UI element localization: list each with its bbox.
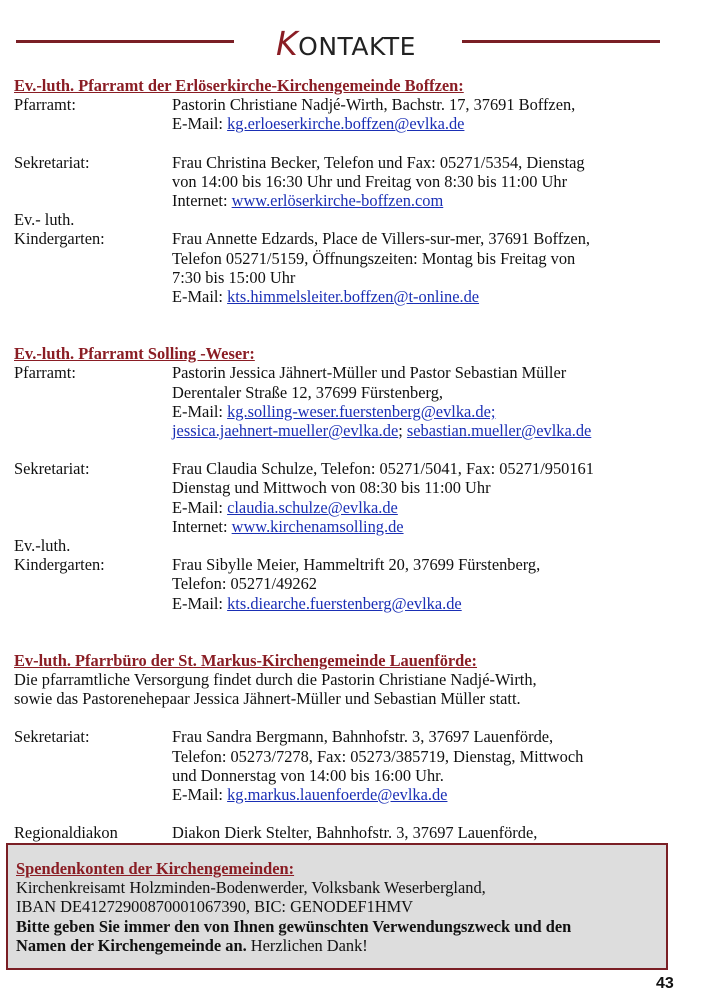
- entry-line: Telefon 05271/5159, Öffnungszeiten: Montag bis Freitag von: [172, 248, 576, 268]
- entry-label-line1: Ev.- luth.: [14, 210, 75, 230]
- entry-label: Pfarramt:: [14, 95, 76, 115]
- entry-sekretariat-lauenfoerde: [14, 727, 664, 804]
- donation-thanks: Herzlichen Dank!: [246, 935, 368, 955]
- email-prefix: E-Mail:: [172, 401, 228, 421]
- entry-pfarramt-solling: [14, 363, 664, 440]
- section-heading-solling: Ev.-luth. Pfarramt Solling -Weser:: [14, 344, 255, 364]
- email-link[interactable]: claudia.schulze@evlka.de: [227, 497, 398, 517]
- entry-line: und Donnerstag von 14:00 bis 16:00 Uhr.: [172, 765, 444, 785]
- donation-note: Namen der Kirchengemeinde an.: [16, 935, 247, 955]
- entry-line: Frau Sibylle Meier, Hammeltrift 20, 37699 Fürstenberg,: [172, 555, 541, 575]
- email-link[interactable]: sebastian.mueller@evlka.de: [406, 421, 592, 441]
- entry-line: Dienstag und Mittwoch von 08:30 bis 11:00 Uhr: [172, 478, 491, 498]
- entry-kindergarten-boffzen: [14, 229, 664, 306]
- entry-line: Frau Sandra Bergmann, Bahnhofstr. 3, 37697 Lauenförde,: [172, 727, 554, 747]
- donation-heading: Spendenkonten der Kirchengemeinden:: [16, 859, 295, 878]
- entry-sekretariat-solling: [14, 459, 664, 536]
- title-initial: K: [276, 24, 299, 63]
- email-prefix: E-Mail:: [172, 593, 228, 613]
- page-header: [0, 24, 709, 64]
- entry-label: Pfarramt:: [14, 363, 76, 383]
- email-link[interactable]: kg.solling-weser.fuerstenberg@evlka.de;: [227, 401, 496, 421]
- section-heading-boffzen: Ev.-luth. Pfarramt der Erlöserkirche-Kirchengemeinde Boffzen:: [14, 76, 464, 95]
- page-title: [276, 24, 416, 63]
- entry-label: Sekretariat:: [14, 459, 90, 479]
- email-prefix: E-Mail:: [172, 114, 228, 134]
- website-link[interactable]: www.kirchenamsolling.de: [231, 516, 404, 536]
- internet-prefix: Internet:: [172, 516, 232, 536]
- page-number: 43: [656, 975, 674, 992]
- entry-line: Telefon: 05273/7278, Fax: 05273/385719, Dienstag, Mittwoch: [172, 746, 584, 766]
- entry-label: Sekretariat:: [14, 152, 90, 172]
- entry-pfarramt-boffzen: [14, 95, 664, 133]
- email-link[interactable]: jessica.jaehnert-mueller@evlka.de: [172, 421, 399, 441]
- title-rest: ONTAKTE: [298, 32, 416, 61]
- email-prefix: E-Mail:: [172, 785, 228, 805]
- email-prefix: E-Mail:: [172, 497, 228, 517]
- entry-line: von 14:00 bis 16:30 Uhr und Freitag von 8:30 bis 11:00 Uhr: [172, 171, 568, 191]
- intro-line: Die pfarramtliche Versorgung findet durch die Pastorin Christiane Nadjé-Wirth,: [14, 670, 537, 690]
- section-heading-lauenfoerde: Ev-luth. Pfarrbüro der St. Markus-Kirchengemeinde Lauenförde:: [14, 650, 478, 670]
- entry-label: Kindergarten:: [14, 555, 105, 575]
- internet-prefix: Internet:: [172, 191, 232, 211]
- entry-line: Telefon: 05271/49262: [172, 574, 317, 594]
- entry-label: Regionaldiakon: [14, 823, 118, 843]
- entry-line: Frau Christina Becker, Telefon und Fax: 05271/5354, Dienstag: [172, 152, 585, 172]
- entry-line: Pastorin Jessica Jähnert-Müller und Pastor Sebastian Müller: [172, 363, 567, 383]
- email-separator: ;: [398, 421, 407, 441]
- email-link[interactable]: kg.markus.lauenfoerde@evlka.de: [227, 785, 448, 805]
- email-link[interactable]: kts.diearche.fuerstenberg@evlka.de: [227, 593, 462, 613]
- donation-note: Bitte geben Sie immer den von Ihnen gewünschten Verwendungszweck und den: [16, 916, 572, 936]
- header-rule-left: [16, 40, 234, 43]
- entry-label: Sekretariat:: [14, 727, 90, 747]
- intro-line: sowie das Pastorenehepaar Jessica Jähnert-Müller und Sebastian Müller statt.: [14, 689, 521, 709]
- entry-sekretariat-boffzen: [14, 153, 664, 211]
- entry-line: Pastorin Christiane Nadjé-Wirth, Bachstr. 17, 37691 Boffzen,: [172, 95, 576, 115]
- donation-iban: IBAN DE41272900870001067390, BIC: GENODEF1HMV: [16, 897, 414, 917]
- entry-kindergarten-solling: [14, 555, 664, 613]
- donation-line: Kirchenkreisamt Holzminden-Bodenwerder, Volksbank Weserbergland,: [16, 878, 486, 898]
- contacts-content: [14, 76, 664, 862]
- donation-box: [6, 843, 668, 970]
- entry-line: Derentaler Straße 12, 37699 Fürstenberg,: [172, 382, 443, 402]
- email-prefix: E-Mail:: [172, 287, 228, 307]
- email-link[interactable]: kts.himmelsleiter.boffzen@t-online.de: [227, 287, 480, 307]
- entry-line: Frau Claudia Schulze, Telefon: 05271/5041, Fax: 05271/950161: [172, 459, 594, 479]
- entry-line: Frau Annette Edzards, Place de Villers-sur-mer, 37691 Boffzen,: [172, 229, 590, 249]
- email-link[interactable]: kg.erloeserkirche.boffzen@evlka.de: [227, 114, 465, 134]
- entry-label-line1: Ev.-luth.: [14, 536, 71, 556]
- header-rule-right: [462, 40, 660, 43]
- entry-label: Kindergarten:: [14, 229, 105, 249]
- entry-line: Diakon Dierk Stelter, Bahnhofstr. 3, 37697 Lauenförde,: [172, 823, 538, 843]
- website-link[interactable]: www.erlöserkirche-boffzen.com: [231, 191, 444, 211]
- entry-line: 7:30 bis 15:00 Uhr: [172, 267, 296, 287]
